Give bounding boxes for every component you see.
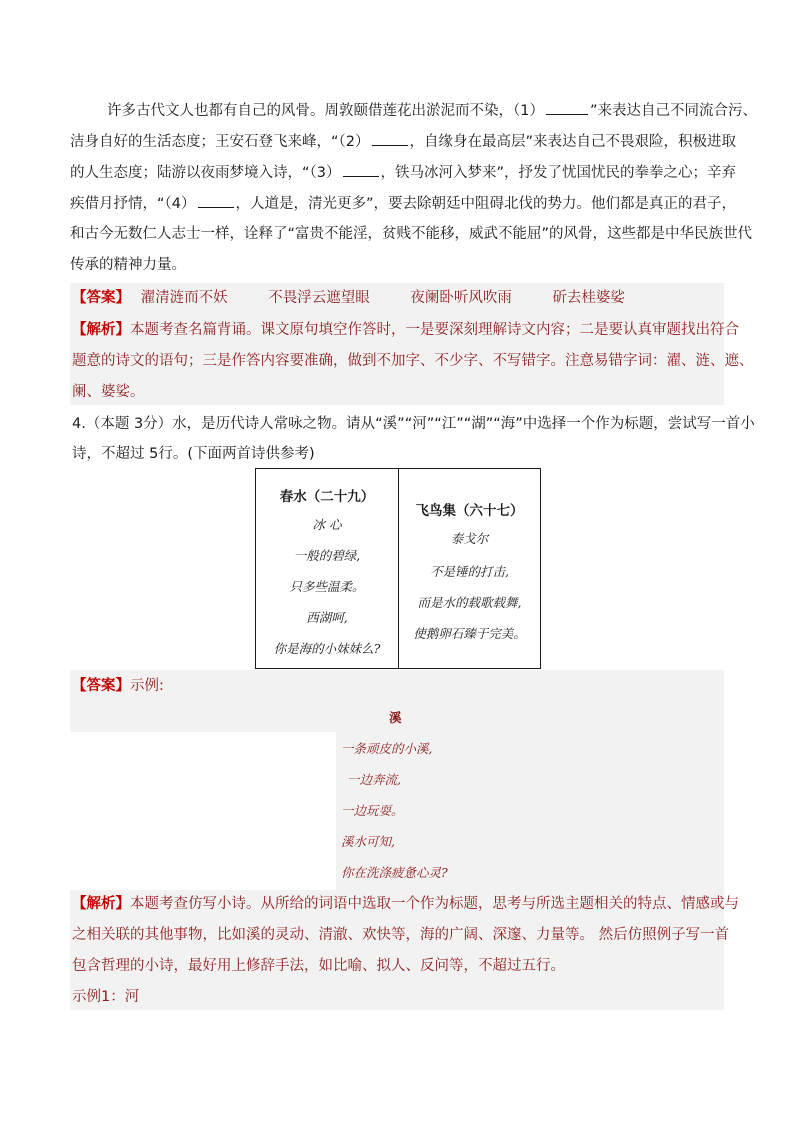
- blank-1: [546, 100, 588, 115]
- passage-line-2: 洁身自好的生活态度；王安石登飞来峰，“（2） ，自缘身在最高层”来表达自己不畏艰险，积极进取: [70, 131, 736, 152]
- analysis-2-line-2: 之相关联的其他事物，比如溪的灵动、清澈、欢快等，海的广阔、深邃、力量等。 然后仿照例子写一首: [72, 927, 730, 943]
- blank-3: [343, 162, 379, 177]
- example-poem-line: 你在洗涤疲惫心灵?: [341, 865, 448, 880]
- answer-1: 【答案】 濯清涟而不妖 不畏浮云遮望眼 夜阑卧听风吹雨 斫去桂婆娑: [72, 290, 625, 306]
- poem-b-line: 而是水的载歌载舞,: [417, 595, 522, 610]
- blank-4: [198, 193, 234, 208]
- poem-b-title: 飞鸟集（六十七）: [415, 503, 524, 519]
- poem-b-line: 使鹅卵石臻于完美。: [413, 626, 526, 641]
- analysis-1-line-2: 题意的诗文的语句；三是作答内容要准确，做到不加字、不少字、不写错字。注意易错字词：濯、涟、遮、: [72, 353, 754, 369]
- example-poem-line: 一边奔流,: [347, 772, 401, 787]
- example-poem-line: 一边玩耍。: [341, 803, 404, 818]
- passage-line-1: 许多古代文人也都有自己的风骨。周敦颐借莲花出淤泥而不染，（1） ”来表达自己不同流合污、: [107, 100, 757, 121]
- poem-a-line: 只多些温柔。: [289, 579, 365, 594]
- reference-poems-table: [255, 468, 541, 669]
- question-4-line-2: 诗，不超过 5行。(下面两首诗供参考): [72, 446, 315, 462]
- poem-b-line: 不是锤的打击,: [430, 564, 509, 579]
- passage-line-3: 的人生态度；陆游以夜雨梦境入诗，“（3） ，铁马冰河入梦来”，抒发了忧国忧民的拳拳之心；辛弃: [70, 162, 736, 183]
- example-poem-line: 一条顽皮的小溪,: [341, 741, 433, 756]
- poem-a-line: 西湖呵,: [306, 610, 348, 625]
- poem-a-title: 春水（二十九）: [279, 489, 375, 505]
- answer-2: 【答案】示例:: [72, 678, 164, 694]
- poem-a-line: 你是海的小妹妹么?: [273, 641, 381, 656]
- poem-feiniao: [398, 469, 540, 668]
- poem-a-author: 冰 心: [312, 517, 342, 532]
- analysis-1-line-3: 阑、婆娑。: [72, 384, 145, 400]
- analysis-2-line-3: 包含哲理的小诗，最好用上修辞手法，如比喻、拟人、反问等，不超过五行。: [72, 958, 565, 974]
- poem-b-author: 泰戈尔: [450, 531, 489, 546]
- poem-a-line: 一般的碧绿,: [293, 548, 361, 563]
- analysis-2-line-4: 示例1：河: [72, 989, 140, 1005]
- example-poem-line: 溪水可知,: [341, 834, 395, 849]
- question-4-line-1: 4.（本题 3分）水，是历代诗人常咏之物。请从“溪”“河”“江”“湖”“海”中选择一个作为标题，尝试写一首小: [72, 416, 755, 432]
- blank-2: [372, 131, 408, 146]
- passage-line-6: 传承的精神力量。: [70, 257, 186, 273]
- analysis-1-line-1: 【解析】本题考查名篇背诵。课文原句填空作答时，一是要深刻理解诗文内容；二是要认真审题找出符合: [72, 322, 739, 338]
- passage-line-4: 疾借月抒情，“（4） ，人道是，清光更多”，要去除朝廷中阻碍北伐的势力。他们都是真正的君子，: [70, 193, 736, 214]
- poem-chunshui: [256, 469, 398, 668]
- analysis-2-line-1: 【解析】本题考查仿写小诗。从所给的词语中选取一个作为标题，思考与所选主题相关的特点、情感或与: [72, 896, 739, 912]
- example-poem-title: 溪: [389, 710, 402, 725]
- passage-line-5: 和古今无数仁人志士一样，诠释了“富贵不能淫，贫贱不能移，威武不能屈”的风骨，这些都是中华民族世代: [70, 226, 753, 242]
